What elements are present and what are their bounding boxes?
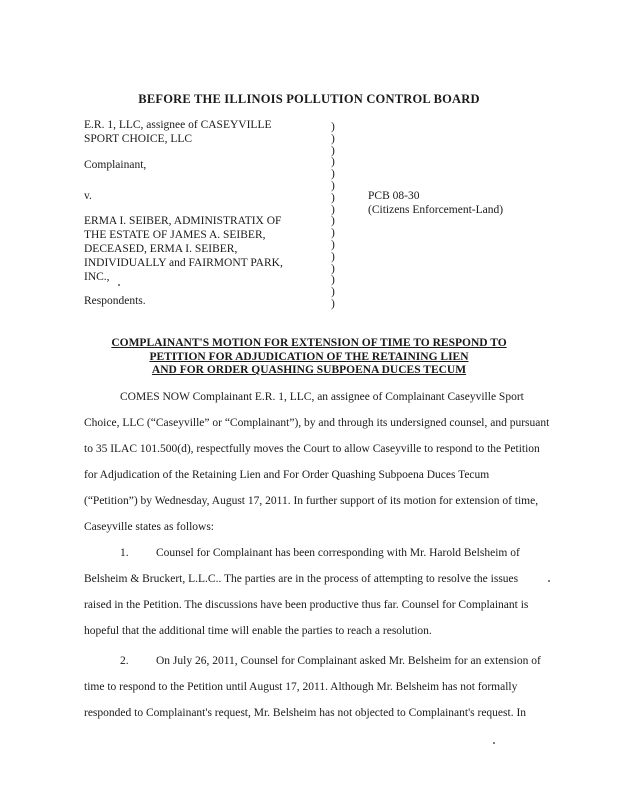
- respondent-names: [84, 214, 283, 284]
- complainant-line: SPORT CHOICE, LLC: [84, 133, 193, 145]
- board-title: BEFORE THE ILLINOIS POLLUTION CONTROL BOARD: [138, 92, 480, 106]
- paragraph-first-line: [84, 648, 541, 674]
- motion-title-line: PETITION FOR ADJUDICATION OF THE RETAINING LIEN: [149, 350, 469, 363]
- motion-title-line: COMPLAINANT'S MOTION FOR EXTENSION OF TIME TO RESPOND TO: [111, 337, 507, 349]
- paren: ): [331, 215, 335, 228]
- paren: ): [331, 168, 335, 181]
- paragraph-1: [84, 540, 534, 644]
- caption-parenthesis-column: [331, 122, 335, 311]
- paren: ): [331, 144, 335, 157]
- respondent-line: DECEASED, ERMA I. SEIBER,: [84, 243, 238, 255]
- paren: ): [331, 286, 335, 299]
- paren: ): [331, 121, 335, 133]
- paren: ): [331, 297, 335, 310]
- respondent-line: ERMA I. SEIBER, ADMINISTRATIX OF: [84, 215, 282, 227]
- paragraph-number: 1.: [120, 547, 129, 559]
- body-line: On July 26, 2011, Counsel for Complainant asked Mr. Belsheim for an extension of: [156, 655, 541, 667]
- case-number: PCB 08-30: [368, 190, 420, 202]
- body-line: Belsheim & Bruckert, L.L.C.. The parties are in the process of attempting to resolve the issues: [84, 573, 519, 585]
- body-line: Caseyville states as follows:: [84, 521, 214, 533]
- paren: ): [331, 132, 335, 145]
- respondent-role: Respondents.: [84, 295, 146, 307]
- body-line: responded to Complainant's request, Mr. Belsheim has not objected to Complainant's request. In: [84, 707, 527, 719]
- paren: ): [331, 179, 335, 192]
- paren: ): [331, 191, 335, 204]
- body-line: hopeful that the additional time will enable the parties to reach a resolution.: [84, 625, 432, 637]
- body-line: for Adjudication of the Retaining Lien and For Order Quashing Subpoena Duces Tecum: [84, 469, 490, 481]
- complainant-line: E.R. 1, LLC, assignee of CASEYVILLE: [84, 119, 272, 131]
- paragraph-number: 2.: [120, 655, 129, 667]
- paren: ): [331, 274, 335, 287]
- body-line: raised in the Petition. The discussions have been productive thus far. Counsel for Complainant is: [84, 599, 529, 611]
- scan-speck: [493, 742, 495, 744]
- body-line: to 35 ILAC 101.500(d), respectfully moves the Court to allow Caseyville to respond to the Petition: [84, 443, 540, 455]
- paragraph-2: [84, 648, 541, 726]
- complainant-role: Complainant,: [84, 159, 147, 171]
- intro-paragraph: [84, 384, 550, 540]
- complainant-name: [84, 118, 272, 146]
- paragraph-first-line: [84, 540, 534, 566]
- paren: ): [331, 262, 335, 275]
- body-line: Choice, LLC (“Caseyville” or “Complainant”), by and through its undersigned counsel, and pursuant: [84, 417, 550, 429]
- paren: ): [331, 227, 335, 240]
- paren: ): [331, 203, 335, 216]
- case-type: (Citizens Enforcement-Land): [368, 204, 504, 216]
- body-line: (“Petition”) by Wednesday, August 17, 2011. In further support of its motion for extension of time,: [84, 495, 539, 507]
- body-line: COMES NOW Complainant E.R. 1, LLC, an assignee of Complainant Caseyville Sport: [120, 391, 524, 403]
- respondent-line: THE ESTATE OF JAMES A. SEIBER,: [84, 229, 266, 241]
- respondent-line: INDIVIDUALLY and FAIRMONT PARK,: [84, 257, 283, 269]
- case-info: [368, 189, 503, 217]
- body-line: Counsel for Complainant has been corresponding with Mr. Harold Belsheim of: [156, 547, 520, 559]
- body-line: time to respond to the Petition until August 17, 2011. Although Mr. Belsheim has not formally: [84, 681, 518, 693]
- respondent-line: INC.,: [84, 271, 110, 283]
- scan-speck: [118, 284, 120, 286]
- scan-speck: [548, 580, 550, 582]
- paren: ): [331, 156, 335, 169]
- versus-label: v.: [84, 190, 92, 202]
- motion-title: [0, 337, 618, 378]
- paren: ): [331, 238, 335, 251]
- paren: ): [331, 250, 335, 263]
- motion-title-line: AND FOR ORDER QUASHING SUBPOENA DUCES TECUM: [151, 364, 467, 376]
